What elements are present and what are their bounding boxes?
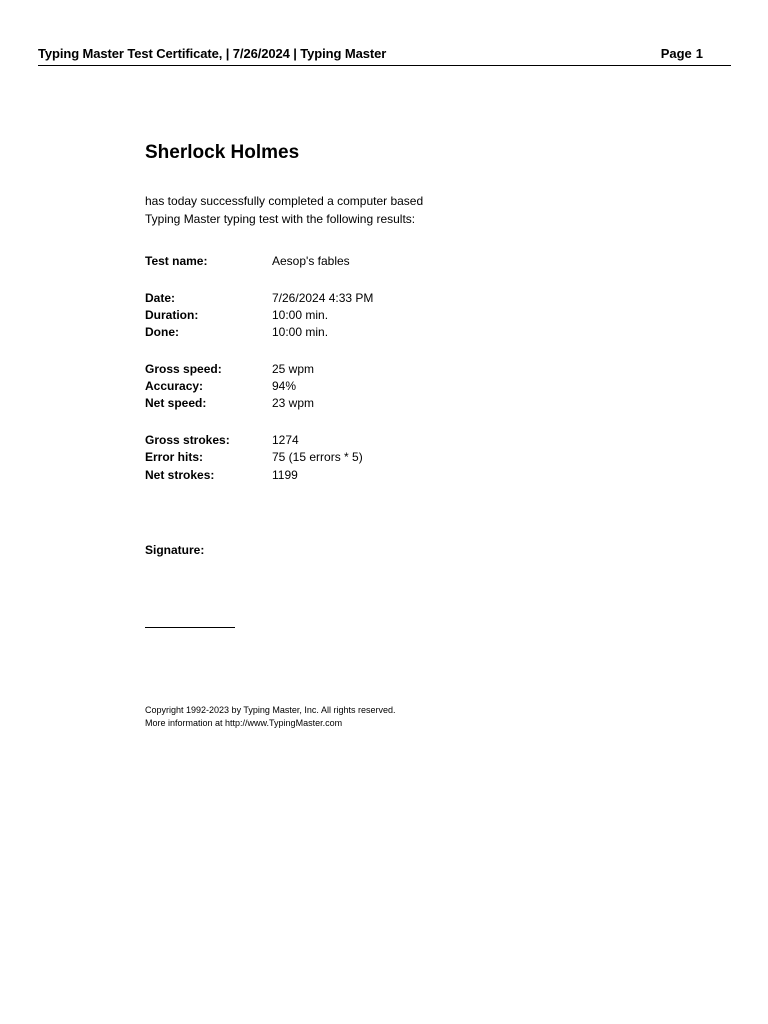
signature-line (145, 627, 235, 628)
result-label: Duration: (145, 308, 199, 322)
result-label: Net speed: (145, 396, 207, 410)
result-value: 25 wpm (272, 362, 315, 376)
result-value: 75 (15 errors * 5) (272, 450, 363, 464)
result-label: Gross speed: (145, 362, 222, 376)
result-label: Test name: (145, 254, 208, 268)
result-value: 23 wpm (272, 396, 315, 410)
page-label: Page (660, 46, 692, 61)
result-label: Done: (145, 325, 179, 339)
result-label: Accuracy: (145, 379, 204, 393)
certificate-holder-name: Sherlock Holmes (145, 142, 300, 163)
result-value: 1199 (272, 468, 298, 482)
intro-line: has today successfully completed a computer based (145, 194, 424, 208)
result-label: Net strokes: (145, 468, 215, 482)
result-value: 10:00 min. (272, 308, 329, 322)
result-value: 10:00 min. (272, 325, 329, 339)
result-value: Aesop's fables (272, 254, 350, 268)
result-value: 1274 (272, 433, 299, 447)
result-label: Date: (145, 291, 176, 305)
more-info-link-text: More information at http://www.TypingMaster.com (145, 718, 343, 728)
result-value: 7/26/2024 4:33 PM (272, 291, 374, 305)
result-value: 94% (272, 379, 297, 393)
page-number: 1 (695, 46, 703, 61)
intro-line: Typing Master typing test with the following results: (145, 212, 416, 226)
header-title: Typing Master Test Certificate, | 7/26/2024 | Typing Master (38, 46, 387, 61)
signature-label: Signature: (145, 543, 205, 557)
page-footer (145, 704, 395, 730)
copyright-notice: Copyright 1992-2023 by Typing Master, Inc. All rights reserved. (145, 705, 396, 715)
result-label: Error hits: (145, 450, 204, 464)
certificate-intro (145, 192, 423, 228)
result-label: Gross strokes: (145, 433, 230, 447)
page-header (38, 45, 731, 66)
page-indicator (661, 46, 703, 61)
